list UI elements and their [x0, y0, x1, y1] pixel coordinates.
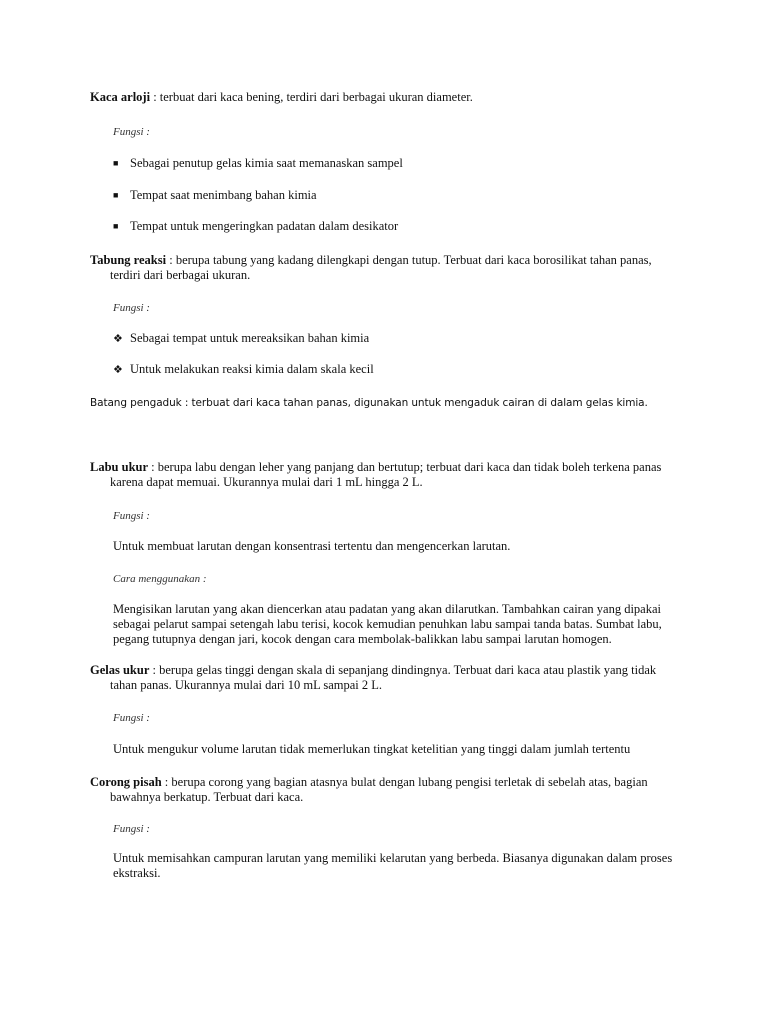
list-item: ❖ Untuk melakukan reaksi kimia dalam skala kecil [113, 362, 374, 376]
labu-ukur-fungsi-label: Fungsi : [113, 510, 150, 522]
tabung-reaksi-paragraph: Tabung reaksi : berupa tabung yang kadang dilengkapi dengan tutup. Terbuat dari kaca borosilikat tahan panas, terdiri dari berbagai ukuran. [90, 253, 652, 282]
diamond-bullet-icon: ❖ [113, 332, 123, 345]
labu-ukur-paragraph: Labu ukur : berupa labu dengan leher yang panjang dan bertutup; terbuat dari kaca dan tidak boleh terkena panas karena dapat memuai. Ukurannya mulai dari 1 mL hingga 2 L. [90, 460, 662, 489]
tabung-reaksi-fungsi-label: Fungsi : [113, 302, 150, 314]
gelas-ukur-fungsi-text: Untuk mengukur volume larutan tidak memerlukan tingkat ketelitian yang tinggi dalam jumlah tertentu [113, 742, 631, 756]
list-item: ❖ Sebagai tempat untuk mereaksikan bahan kimia [113, 331, 370, 345]
corong-pisah-fungsi-label: Fungsi : [113, 823, 150, 835]
kaca-arloji-paragraph [90, 90, 678, 105]
labu-ukur-term: Labu ukur [90, 460, 149, 474]
batang-pengaduk-paragraph: Batang pengaduk : terbuat dari kaca tahan panas, digunakan untuk mengaduk cairan di dalam gelas kimia. [90, 397, 648, 409]
kaca-arloji-desc: : terbuat dari kaca bening, terdiri dari berbagai ukuran diameter. [150, 90, 473, 104]
corong-pisah-fungsi-text: Untuk memisahkan campuran larutan yang memiliki kelarutan yang berbeda. Biasanya digunakan dalam proses ekstraksi. [113, 851, 673, 880]
tabung-reaksi-term: Tabung reaksi [90, 253, 167, 267]
list-item: ■ Sebagai penutup gelas kimia saat memanaskan sampel [113, 156, 403, 170]
square-bullet-icon: ■ [113, 190, 119, 200]
kaca-arloji-term: Kaca arloji [90, 90, 151, 104]
square-bullet-icon: ■ [113, 158, 119, 168]
list-item: ■ Tempat untuk mengeringkan padatan dalam desikator [113, 219, 399, 233]
labu-ukur-cara-label: Cara menggunakan : [113, 573, 207, 585]
corong-pisah-term: Corong pisah [90, 775, 162, 789]
diamond-bullet-icon: ❖ [113, 363, 123, 376]
gelas-ukur-paragraph: Gelas ukur : berupa gelas tinggi dengan skala di sepanjang dindingnya. Terbuat dari kaca atau plastik yang tidak tahan panas. Ukurannya mulai dari 10 mL sampai 2 L. [90, 663, 657, 692]
list-item: ■ Tempat saat menimbang bahan kimia [113, 188, 317, 202]
gelas-ukur-fungsi-label: Fungsi : [113, 712, 150, 724]
labu-ukur-fungsi-text: Untuk membuat larutan dengan konsentrasi tertentu dan mengencerkan larutan. [113, 539, 511, 553]
gelas-ukur-term: Gelas ukur [90, 663, 150, 677]
kaca-arloji-fungsi-label: Fungsi : [113, 126, 150, 138]
square-bullet-icon: ■ [113, 221, 119, 231]
labu-ukur-cara-text: Mengisikan larutan yang akan diencerkan atau padatan yang akan dilarutkan. Tambahkan cairan yang dipakai sebagai pelarut sampai setengah labu terisi, kocok kemudian penuhkan labu sampai tanda batas. Sumbat labu, pegang tutupnya dengan jari, kocok dengan cara membolak-balikkan labu sampai larutan homogen. [113, 602, 662, 646]
corong-pisah-paragraph: Corong pisah : berupa corong yang bagian atasnya bulat dengan lubang pengisi terletak di sebelah atas, bagian bawahnya berkatup. Terbuat dari kaca. [90, 775, 648, 804]
